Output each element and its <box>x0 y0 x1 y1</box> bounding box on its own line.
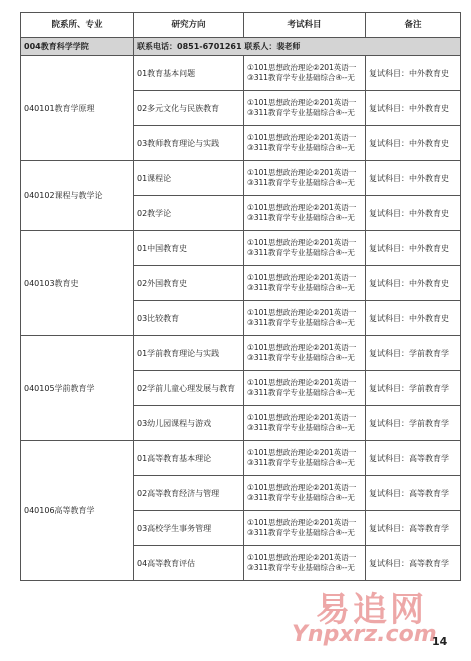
direction-name: 01学前教育理论与实践 <box>134 336 244 371</box>
header-exam: 考试科目 <box>244 13 366 38</box>
table-row <box>21 441 461 476</box>
direction-name: 04高等教育评估 <box>134 546 244 581</box>
retest-note: 复试科目：学前教育学 <box>366 371 461 406</box>
table-row <box>21 56 461 91</box>
retest-note: 复试科目：高等教育学 <box>366 476 461 511</box>
exam-subjects: ①101思想政治理论②201英语一③311教育学专业基础综合④--无 <box>244 511 366 546</box>
direction-name: 01中国教育史 <box>134 231 244 266</box>
table-row <box>21 231 461 266</box>
direction-name: 02教学论 <box>134 196 244 231</box>
retest-note: 复试科目：中外教育史 <box>366 56 461 91</box>
exam-subjects: ①101思想政治理论②201英语一③311教育学专业基础综合④--无 <box>244 231 366 266</box>
exam-subjects: ①101思想政治理论②201英语一③311教育学专业基础综合④--无 <box>244 56 366 91</box>
direction-name: 01高等教育基本理论 <box>134 441 244 476</box>
retest-note: 复试科目：学前教育学 <box>366 336 461 371</box>
exam-subjects: ①101思想政治理论②201英语一③311教育学专业基础综合④--无 <box>244 406 366 441</box>
retest-note: 复试科目：中外教育史 <box>366 196 461 231</box>
retest-note: 复试科目：学前教育学 <box>366 406 461 441</box>
retest-note: 复试科目：高等教育学 <box>366 511 461 546</box>
major-name: 040105学前教育学 <box>21 336 134 441</box>
exam-subjects: ①101思想政治理论②201英语一③311教育学专业基础综合④--无 <box>244 301 366 336</box>
program-table <box>20 12 461 581</box>
retest-note: 复试科目：中外教育史 <box>366 301 461 336</box>
exam-subjects: ①101思想政治理论②201英语一③311教育学专业基础综合④--无 <box>244 476 366 511</box>
direction-name: 02外国教育史 <box>134 266 244 301</box>
retest-note: 复试科目：高等教育学 <box>366 546 461 581</box>
exam-subjects: ①101思想政治理论②201英语一③311教育学专业基础综合④--无 <box>244 91 366 126</box>
watermark-cn: 易追网 <box>316 590 427 630</box>
table-row <box>21 161 461 196</box>
direction-name: 02学前儿童心理发展与教育 <box>134 371 244 406</box>
exam-subjects: ①101思想政治理论②201英语一③311教育学专业基础综合④--无 <box>244 546 366 581</box>
retest-note: 复试科目：中外教育史 <box>366 161 461 196</box>
major-name: 040101教育学原理 <box>21 56 134 161</box>
exam-subjects: ①101思想政治理论②201英语一③311教育学专业基础综合④--无 <box>244 266 366 301</box>
direction-name: 01教育基本问题 <box>134 56 244 91</box>
direction-name: 03比较教育 <box>134 301 244 336</box>
exam-subjects: ①101思想政治理论②201英语一③311教育学专业基础综合④--无 <box>244 441 366 476</box>
department-name: 004教育科学学院 <box>21 38 134 56</box>
major-name: 040106高等教育学 <box>21 441 134 581</box>
exam-subjects: ①101思想政治理论②201英语一③311教育学专业基础综合④--无 <box>244 336 366 371</box>
direction-name: 01课程论 <box>134 161 244 196</box>
page-number: 14 <box>432 635 448 648</box>
table-row <box>21 336 461 371</box>
department-row <box>21 38 461 56</box>
direction-name: 03教师教育理论与实践 <box>134 126 244 161</box>
retest-note: 复试科目：中外教育史 <box>366 266 461 301</box>
table-header-row <box>21 13 461 38</box>
major-name: 040103教育史 <box>21 231 134 336</box>
direction-name: 02高等教育经济与管理 <box>134 476 244 511</box>
retest-note: 复试科目：高等教育学 <box>366 441 461 476</box>
exam-subjects: ①101思想政治理论②201英语一③311教育学专业基础综合④--无 <box>244 371 366 406</box>
direction-name: 03幼儿园课程与游戏 <box>134 406 244 441</box>
header-note: 备注 <box>366 13 461 38</box>
retest-note: 复试科目：中外教育史 <box>366 91 461 126</box>
exam-subjects: ①101思想政治理论②201英语一③311教育学专业基础综合④--无 <box>244 196 366 231</box>
header-major: 院系所、专业 <box>21 13 134 38</box>
exam-subjects: ①101思想政治理论②201英语一③311教育学专业基础综合④--无 <box>244 161 366 196</box>
watermark-en: Ynpxrz.com <box>292 622 437 647</box>
retest-note: 复试科目：中外教育史 <box>366 126 461 161</box>
header-direction: 研究方向 <box>134 13 244 38</box>
major-name: 040102课程与教学论 <box>21 161 134 231</box>
department-contact: 联系电话：0851-6701261 联系人：裴老师 <box>134 38 461 56</box>
direction-name: 02多元文化与民族教育 <box>134 91 244 126</box>
retest-note: 复试科目：中外教育史 <box>366 231 461 266</box>
direction-name: 03高校学生事务管理 <box>134 511 244 546</box>
exam-subjects: ①101思想政治理论②201英语一③311教育学专业基础综合④--无 <box>244 126 366 161</box>
